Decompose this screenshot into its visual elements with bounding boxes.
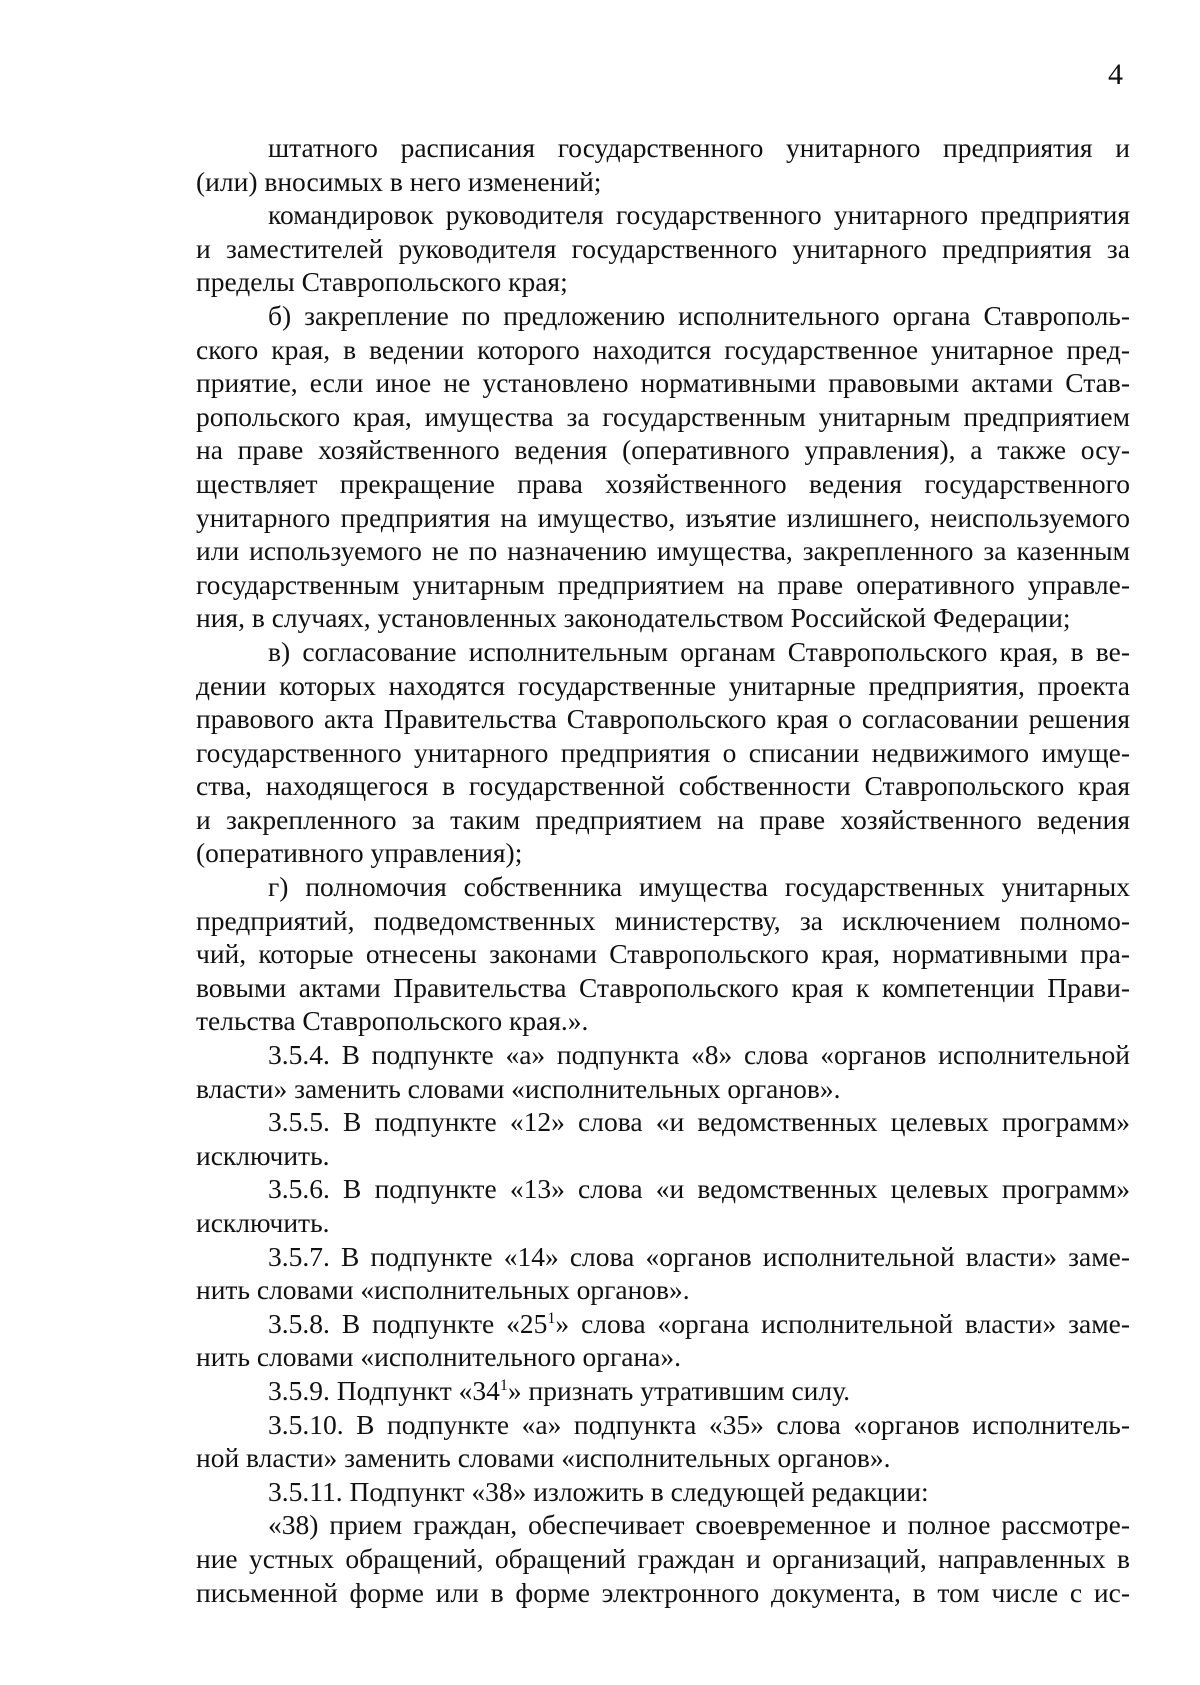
text-line: исключить. <box>196 1207 330 1238</box>
text-line: унитарного предприятия на имущество, изъятие излишнего, неиспользуемого <box>196 501 1130 533</box>
text-line: штатного расписания государственного унитарного предприятия и <box>268 132 1130 163</box>
paragraph-3-5-7 <box>196 1240 1130 1307</box>
text-line: исключить. <box>196 1139 330 1171</box>
text-fragment: » признать утратившим силу. <box>507 1374 850 1406</box>
text-line: на праве хозяйственного ведения (оперативного управления), а также осу- <box>196 434 1130 466</box>
paragraph-3-5-9 <box>196 1374 1130 1408</box>
text-line: 3.5.11. Подпункт «38» изложить в следующей редакции: <box>268 1475 929 1507</box>
text-line: предприятий, подведомственных министерству, за исключением полномо- <box>196 904 1130 936</box>
text-line: или используемого не по назначению имущества, закрепленного за казенным <box>196 535 1130 567</box>
page-number: 4 <box>1108 58 1123 91</box>
paragraph-item-38 <box>196 1508 1130 1609</box>
paragraph-3-5-6 <box>196 1172 1130 1239</box>
text-line: командировок руководителя государственного унитарного предприятия <box>268 199 1130 231</box>
text-line: и закрепленного за таким предприятием на праве хозяйственного ведения <box>196 803 1130 835</box>
text-line: 3.5.6. В подпункте «13» слова «и ведомственных целевых программ» <box>268 1173 1130 1205</box>
text-fragment: » слова «органа исполнительной власти» заме- <box>555 1307 1130 1339</box>
text-line: приятие, если иное не установлено нормативными правовыми актами Став- <box>196 367 1130 399</box>
text-line: правового акта Правительства Ставропольского края о согласовании решения <box>196 703 1130 735</box>
text-line: б) закрепление по предложению исполнительного органа Ставрополь- <box>268 299 1130 331</box>
text-line: тельства Ставропольского края.». <box>196 1005 589 1037</box>
text-line: чий, которые отнесены законами Ставропольского края, нормативными пра- <box>196 938 1130 970</box>
text-line: ной власти» заменить словами «исполнительных органов». <box>196 1442 891 1474</box>
text-line: ского края, в ведении которого находится государственное унитарное пред- <box>196 333 1130 365</box>
text-line: 3.5.4. В подпункте «а» подпункта «8» слова «органов исполнительной <box>268 1039 1130 1071</box>
text-line: в) согласование исполнительным органам Ставропольского края, в ве- <box>268 635 1130 667</box>
paragraph-staffing <box>196 131 1130 198</box>
text-line: (оперативного управления); <box>196 837 523 869</box>
paragraph-3-5-8 <box>196 1307 1130 1374</box>
text-line: пределы Ставропольского края; <box>196 266 568 298</box>
text-line: ропольского края, имущества за государственным унитарным предприятием <box>196 400 1130 432</box>
paragraph-business-trips <box>196 198 1130 299</box>
superscript: 1 <box>547 1309 556 1327</box>
paragraph-item-g <box>196 870 1130 1038</box>
paragraph-3-5-10 <box>196 1408 1130 1475</box>
text-line: государственного унитарного предприятия о списании недвижимого имуще- <box>196 736 1130 768</box>
text-line: 3.5.10. В подпункте «а» подпункта «35» слова «органов исполнитель- <box>268 1408 1130 1440</box>
paragraph-item-b <box>196 299 1130 635</box>
text-line: ществляет прекращение права хозяйственного ведения государственного <box>196 467 1130 499</box>
text-line: ние устных обращений, обращений граждан и организаций, направленных в <box>196 1542 1130 1574</box>
text-line: письменной форме или в форме электронного документа, в том числе с ис- <box>196 1576 1130 1608</box>
text-line: ства, находящегося в государственной собственности Ставропольского края <box>196 770 1130 802</box>
paragraph-3-5-4 <box>196 1038 1130 1105</box>
text-fragment: 3.5.8. В подпункте «25 <box>268 1307 548 1339</box>
text-line: г) полномочия собственника имущества государственных унитарных <box>268 871 1130 903</box>
text-line: нить словами «исполнительных органов». <box>196 1274 690 1306</box>
text-line: нить словами «исполнительного органа». <box>196 1341 682 1373</box>
superscript: 1 <box>499 1376 508 1394</box>
paragraph-item-v <box>196 635 1130 870</box>
text-line <box>196 1307 1130 1341</box>
document-body <box>196 131 1130 1609</box>
text-line: ния, в случаях, установленных законодательством Российской Федерации; <box>196 602 1071 634</box>
paragraph-3-5-5 <box>196 1105 1130 1172</box>
text-line: и заместителей руководителя государственного унитарного предприятия за <box>196 232 1130 264</box>
text-line: 3.5.7. В подпункте «14» слова «органов исполнительной власти» заме- <box>268 1240 1130 1272</box>
text-line: вовыми актами Правительства Ставропольского края к компетенции Прави- <box>196 971 1130 1003</box>
text-line: власти» заменить словами «исполнительных органов». <box>196 1072 841 1104</box>
text-fragment: 3.5.9. Подпункт «34 <box>268 1374 500 1406</box>
paragraph-3-5-11 <box>196 1475 1130 1509</box>
text-line: (или) вносимых в него изменений; <box>196 165 602 197</box>
text-line: «38) прием граждан, обеспечивает своевременное и полное рассмотре- <box>268 1509 1130 1541</box>
text-line: государственным унитарным предприятием на праве оперативного управле- <box>196 568 1130 600</box>
text-line <box>196 1374 1130 1408</box>
text-line: дении которых находятся государственные унитарные предприятия, проекта <box>196 669 1130 701</box>
text-line: 3.5.5. В подпункте «12» слова «и ведомственных целевых программ» <box>268 1106 1130 1138</box>
